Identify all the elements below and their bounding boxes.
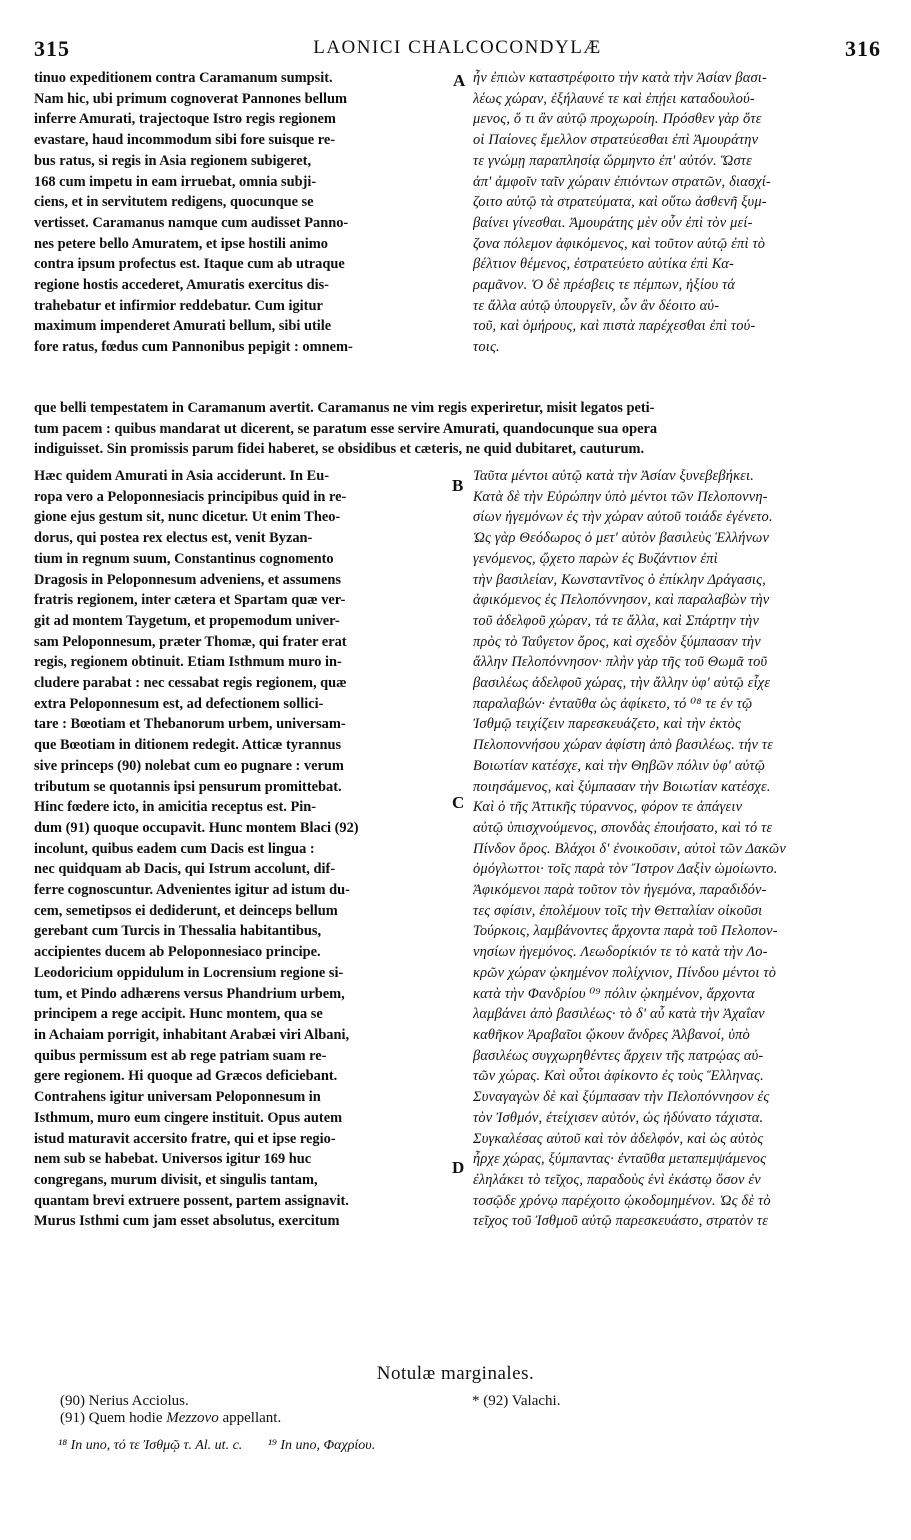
- greek-line: ὁμόγλωττοι· τοῖς παρὰ τὸν Ἴστρον Δαξὶν ὡμοίωντο.: [473, 861, 778, 878]
- greek-line: κατὰ τὴν Φανδρίου ⁰⁹ πόλιν ᾠκημένον, ἄρχοντα: [473, 985, 755, 1002]
- latin-column-main: [34, 466, 458, 1232]
- greek-line: τε ἄλλα αὐτῷ ὑπουργεῖν, ὧν ἂν δέοιτο αὐ-: [473, 297, 720, 314]
- latin-line: contra ipsum profectus est. Itaque cum ab utraque: [34, 256, 345, 273]
- greek-line: τοῦ ἀδελφοῦ χώραν, τά τε ἄλλα, καὶ Σπάρτην τὴν: [473, 612, 760, 629]
- latin-line: que Bœotiam in ditionem redegit. Atticæ tyrannus: [34, 737, 342, 754]
- latin-line: regis, regionem obtinuit. Etiam Isthmum muro in-: [34, 654, 342, 671]
- latin-line: tributum se quotannis ipsi pensurum promittebat.: [34, 778, 342, 795]
- greek-line: βασιλέως συγχωρηθέντες ἄρχειν τῆς πατρῴας αὐ-: [473, 1047, 764, 1064]
- latin-line: evastare, haud incommodum sibi fore suisque re-: [34, 132, 336, 149]
- greek-line: Τούρκοις, λαμβάνοντες ἄρχοντα παρὰ τοῦ Πελοπον-: [473, 923, 778, 940]
- greek-line: ζονα πόλεμον ἀφικόμενος, καὶ τοῦτον αὐτῷ ἐπὶ τὸ: [473, 235, 766, 252]
- greek-line: Πίνδον ὄρος. Βλάχοι δ' ἐνοικοῦσιν, αὐτοὶ τῶν Δακῶν: [473, 840, 786, 857]
- greek-line: ποιησάμενος, καὶ ξύμπασαν τὴν Βοιωτίαν κατέσχε.: [473, 778, 771, 795]
- latin-line: bus ratus, si regis in Asia regionem subigeret,: [34, 152, 312, 169]
- greek-line: τεῖχος τοῦ Ἰσθμοῦ αὐτῷ παρεσκευάστο, στρατὸν τε: [473, 1213, 769, 1230]
- margin-letter-a: A: [453, 71, 466, 90]
- latin-line: Murus Isthmi cum jam esset absolutus, exercitum: [34, 1213, 340, 1230]
- latin-line: tum pacem : quibus mandarat ut dicerent, se paratum esse servire Amurati, quandocunque sua opera: [34, 420, 658, 437]
- variant-readings: [58, 1438, 397, 1454]
- greek-line: ἄλλην Πελοπόννησον· πλὴν γὰρ τῆς τοῦ Θωμᾶ τοῦ: [473, 654, 768, 671]
- right-page-number: 316: [845, 36, 881, 61]
- latin-line: ropa vero a Peloponnesiacis principibus quid in re-: [34, 488, 347, 505]
- note-91-prefix: (91) Quem hodie: [60, 1410, 167, 1426]
- latin-line: tinuo expeditionem contra Caramanum sumpsit.: [34, 70, 333, 86]
- latin-full-width-paragraph: [34, 398, 886, 460]
- latin-line: Leodoricium oppidulum in Locrensium regione si-: [34, 964, 344, 981]
- greek-line: τοις.: [473, 339, 500, 356]
- greek-line: ἀπ' ἀμφοῖν ταῖν χώραιν ἐπιόντων στρατῶν, διασχί-: [473, 173, 771, 190]
- latin-line: in Achaiam porrigit, inhabitant Arabæi viri Albani,: [34, 1026, 350, 1043]
- greek-line: Ὡς γὰρ Θεόδωρος ὁ μετ' αὐτὸν βασιλεὺς Ἑλλήνων: [473, 530, 770, 547]
- latin-line: trahebatur et infirmior reddebatur. Cum igitur: [34, 297, 323, 314]
- latin-line: inferre Amurati, trajectoque Istro regis regionem: [34, 111, 336, 128]
- latin-line: tare : Bœotiam et Thebanorum urbem, universam-: [34, 716, 346, 733]
- greek-line: Συναγαγὼν δὲ καὶ ξύμπασαν τὴν Πελοπόννησον ἐς: [473, 1089, 770, 1106]
- latin-line: tium in regnum suum, Constantinus cognomento: [34, 550, 334, 567]
- marginal-notes-title: Notulæ marginales.: [376, 1363, 535, 1384]
- greek-line: καθῆκον Ἀραβαῖοι ᾤκουν ἄνδρες Ἀλβανοί, ὑπὸ: [473, 1026, 750, 1043]
- latin-line: fore ratus, fœdus cum Pannonibus pepigit : omnem-: [34, 339, 353, 356]
- latin-line: dum (91) quoque occupavit. Hunc montem Blaci (92): [34, 819, 359, 836]
- variant-reading-18: ¹⁸ In uno, τό τε Ἰσθμῷ τ. Αl. ut. c.: [58, 1438, 243, 1453]
- greek-line: Κατὰ δὲ τὴν Εὐρώπην ὑπὸ μέντοι τῶν Πελοποννη-: [473, 488, 768, 505]
- greek-line: Καὶ ὁ τῆς Ἀττικῆς τύραννος, φόρον τε ἀπάγειν: [473, 799, 743, 816]
- margin-letter-d: D: [452, 1158, 465, 1177]
- latin-line: tum, et Pindo adhærens versus Phandrium urbem,: [34, 985, 345, 1002]
- note-90: [60, 1393, 189, 1410]
- latin-line: sive princeps (90) nolebat cum eo pugnare : verum: [34, 757, 344, 774]
- greek-line: ἀφικόμενος ἐς Πελοπόννησον, καὶ παραλαβὼν τὴν: [473, 592, 770, 609]
- latin-line: fratris regionem, inter cætera et Spartam quæ ver-: [34, 592, 346, 609]
- greek-line: ἐληλάκει τὸ τεῖχος, παραδοὺς ἑνὶ ἑκάστῳ ὅσον ἐν: [473, 1171, 761, 1188]
- greek-line: σίων ἡγεμόνων ἐς τὴν χώραν αὐτοῦ τοιάδε ἐγένετο.: [473, 509, 773, 526]
- variant-reading-19: ¹⁹ In uno, Φαχρίου.: [267, 1438, 376, 1453]
- greek-line: τοῦ, καὶ ὁμήρους, καὶ πιστὰ παρέχεσθαι ἐπὶ τού-: [473, 318, 756, 335]
- greek-line: βαίνει γίνεσθαι. Ἀμουράτης μὲν οὖν ἐπὶ τὸν μεί-: [473, 214, 753, 231]
- latin-line: Hinc fœdere icto, in amicitia receptus est. Pin-: [34, 799, 317, 816]
- latin-line: 168 cum impetu in eam irruebat, omnia subji-: [34, 173, 317, 190]
- page-header: [34, 36, 881, 66]
- latin-line: dorus, qui postea rex electus est, venit Byzan-: [34, 530, 313, 547]
- latin-line: quantam brevi extruere possent, partem assignavit.: [34, 1192, 349, 1209]
- latin-column-top: [34, 68, 458, 358]
- latin-line: gere regionem. Hi quoque ad Græcos deficiebant.: [34, 1068, 338, 1085]
- greek-line: πρὸς τὸ Ταΰγετον ὄρος, καὶ σχεδὸν ξύμπασαν τὴν: [473, 633, 761, 650]
- latin-line: ciens, et in servitutem redigens, quocunque se: [34, 194, 314, 211]
- greek-line: παραλαβών· ἐνταῦθα ὡς ἀφίκετο, τό ⁰⁸ τε ἐν τῷ: [473, 695, 753, 712]
- note-90-text: (90) Nerius Acciolus.: [60, 1393, 189, 1409]
- greek-line: μενος, ὅ τι ἂν αὐτῷ προχωροίη. Πρόσθεν γὰρ ὅτε: [473, 111, 762, 128]
- greek-line: Ἰσθμῷ τειχίζειν παρεσκευάζετο, καὶ τὴν ἐκτὸς: [473, 716, 742, 733]
- latin-line: istud maturavit accersito fratre, qui et ipse regio-: [34, 1130, 336, 1147]
- latin-line: indiguisset. Sin promissis parum fidei haberet, se obsidibus et cæteris, ne quid dubitaret, cauturum.: [34, 441, 645, 458]
- latin-line: vertisset. Caramanus namque cum audisset Panno-: [34, 214, 349, 231]
- note-91-italic: Mezzovo: [166, 1410, 219, 1426]
- latin-line: nem sub se habebat. Universos igitur 169 huc: [34, 1151, 312, 1168]
- latin-line: incolunt, quibus eadem cum Dacis est lingua :: [34, 840, 315, 857]
- latin-line: maximum impenderet Amurati bellum, sibi utile: [34, 318, 332, 335]
- left-page-number: 315: [34, 36, 70, 61]
- latin-line: cludere parabat : nec cessabat regis regionem, quæ: [34, 675, 347, 692]
- latin-line: nec quidquam ab Dacis, qui Istrum accolunt, dif-: [34, 861, 336, 878]
- greek-line: τὸν Ἰσθμόν, ἐτείχισεν αὐτόν, ὡς ἠδύνατο τάχιστα.: [473, 1109, 764, 1126]
- greek-line: Ἀφικόμενοι παρὰ τοῦτον τὸν ἡγεμόνα, παραδιδόν-: [473, 882, 767, 899]
- greek-line: ζοιτο αὐτῷ τὰ στρατεύματα, καὶ οὕτω ἀσθενῆ ξυμ-: [473, 194, 767, 211]
- greek-line: τε γνώμῃ παραπλησίᾳ ὥρμηντο ἐπ' αὐτόν. Ὥστε: [473, 152, 752, 169]
- greek-line: τοσῷδε χρόνῳ παρέχοιτο ᾠκοδομημένον. Ὡς δὲ τὸ: [473, 1192, 771, 1209]
- latin-line: extra Peloponnesum est, ad defectionem sollici-: [34, 695, 324, 712]
- running-title: LAONICI CHALCOCONDYLÆ: [313, 37, 602, 58]
- greek-line: τες σφίσιν, ἐπολέμουν τοῖς τὴν Θετταλίαν οἰκοῦσι: [473, 902, 763, 919]
- latin-line: regione hostis accederet, Amuratis exercitus dis-: [34, 277, 329, 294]
- greek-line: λαμβάνει ἀπὸ βασιλέως· τὸ δ' αὖ κατὰ τὴν Ἀχαΐαν: [473, 1006, 765, 1023]
- latin-line: cem, semetipsos ei dediderunt, et deinceps bellum: [34, 902, 338, 919]
- greek-line: αὐτῷ ὑπισχνούμενος, σπονδὰς ἐποιήσατο, καὶ τό τε: [473, 819, 773, 836]
- latin-line: sam Peloponnesum, præter Thomæ, qui frater erat: [34, 633, 347, 650]
- greek-line: Ταῦτα μέντοι αὐτῷ κατὰ τὴν Ἀσίαν ξυνεβεβήκει.: [473, 468, 755, 484]
- greek-line: λέως χώραν, ἐξήλαυνέ τε καὶ ἐπῄει καταδουλού-: [473, 90, 755, 107]
- latin-line: Nam hic, ubi primum cognoverat Pannones bellum: [34, 90, 348, 107]
- greek-line: βέλτιον θέμενος, ἐστρατεύετο αὐτίκα ἐπὶ Κα-: [473, 256, 735, 273]
- margin-letter-c: C: [452, 793, 465, 812]
- latin-line: ferre cognoscuntur. Advenientes igitur ad istum du-: [34, 882, 350, 899]
- latin-line: que belli tempestatem in Caramanum avertit. Caramanus ne vim regis experiretur, misit legatos peti-: [34, 400, 655, 416]
- latin-line: quibus permissum est ab rege patriam suam re-: [34, 1047, 327, 1064]
- greek-line: Βοιωτίαν κατέσχε, καὶ τὴν Θηβῶν πόλιν ὑφ' αὑτῷ: [473, 757, 766, 774]
- note-92: [472, 1393, 560, 1410]
- greek-line: τῶν χώρας. Καὶ οὗτοι ἀφίκοντο ἐς τοὺς Ἕλληνας.: [473, 1068, 764, 1085]
- greek-line: Πελοποννήσου χώραν ἀφίστη ἀπὸ βασιλέως. τήν τε: [473, 737, 774, 754]
- greek-line: Συγκαλέσας αὐτοῦ καὶ τὸν ἀδελφόν, καὶ ὡς αὐτὸς: [473, 1130, 764, 1147]
- greek-line: ἦρχε χώρας, ξύμπαντας· ἐνταῦθα μεταπεμψάμενος: [473, 1151, 767, 1168]
- latin-line: Dragosis in Peloponnesum adveniens, et assumens: [34, 571, 342, 588]
- latin-line: nes petere bello Amuratem, et ipse hostili animo: [34, 235, 328, 252]
- greek-line: ραμᾶνον. Ὁ δὲ πρέσβεις τε πέμπων, ἠξίου τά: [473, 277, 736, 294]
- note-91: [60, 1410, 281, 1427]
- greek-line: βασιλέως ἀδελφοῦ χώρας, τὴν ἄλλην ὑφ' αὑτῷ εἶχε: [473, 675, 771, 692]
- greek-line: ἦν ἐπιὼν καταστρέφοιτο τὴν κατὰ τὴν Ἀσίαν βασι-: [473, 70, 767, 86]
- latin-line: gione ejus gestum sit, nunc dicetur. Ut enim Theo-: [34, 509, 341, 526]
- note-92-text: * (92) Valachi.: [472, 1393, 561, 1409]
- latin-line: principem a rege accipit. Hunc montem, qua se: [34, 1006, 323, 1023]
- greek-column-main: [473, 466, 883, 1232]
- note-91-suffix: appellant.: [218, 1410, 282, 1426]
- greek-line: οἱ Παίονες ἔμελλον στρατεύεσθαι ἐπὶ Ἀμουράτην: [473, 132, 759, 149]
- latin-line: Contrahens igitur universam Peloponnesum in: [34, 1089, 321, 1106]
- greek-line: τὴν βασιλείαν, Κωνσταντῖνος ὁ ἐπίκλην Δράγασις,: [473, 571, 766, 588]
- margin-letter-b: B: [452, 476, 464, 495]
- latin-line: accipientes ducem ab Peloponnesiaco principe.: [34, 944, 321, 961]
- latin-line: git ad montem Taygetum, et propemodum univer-: [34, 612, 340, 629]
- latin-line: Isthmum, muro eum cingere instituit. Opus autem: [34, 1109, 343, 1126]
- latin-line: gerebant cum Turcis in Thessalia habitantibus,: [34, 923, 322, 940]
- latin-line: congregans, murum divisit, et singulis tantam,: [34, 1171, 318, 1188]
- latin-line: Hæc quidem Amurati in Asia acciderunt. In Eu-: [34, 468, 330, 484]
- greek-line: νησίων ἡγεμόνος. Λεωδορίκιόν τε τὸ κατὰ τὴν Λο-: [473, 944, 768, 961]
- greek-line: κρῶν χώραν ᾠκημένον πολίχνιον, Πίνδου μέντοι τὸ: [473, 964, 777, 981]
- greek-column-top: [473, 68, 883, 358]
- greek-line: γενόμενος, ᾤχετο παρὼν ἐς Βυζάντιον ἐπὶ: [473, 550, 718, 567]
